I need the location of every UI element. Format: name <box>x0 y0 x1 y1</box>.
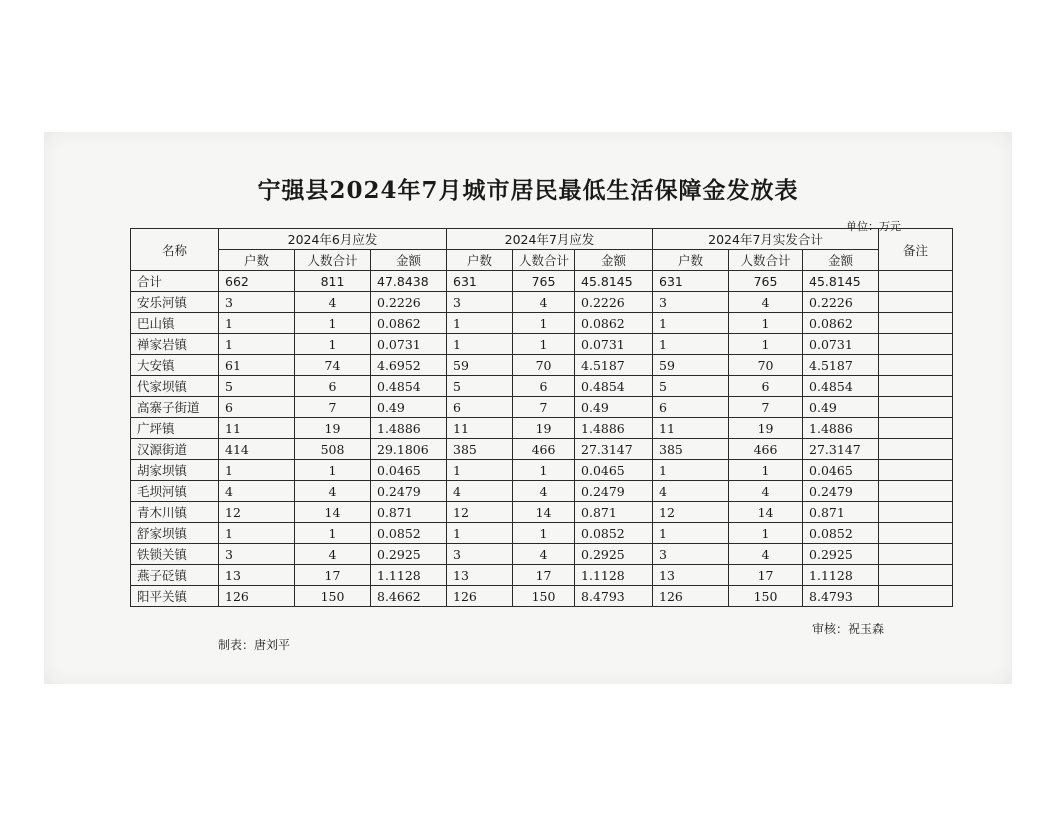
row-name-cell: 安乐河镇 <box>131 292 219 313</box>
value-cell: 4.5187 <box>575 355 653 376</box>
row-name-cell: 阳平关镇 <box>131 586 219 607</box>
value-cell: 0.4854 <box>803 376 879 397</box>
value-cell: 0.2925 <box>575 544 653 565</box>
row-name-cell: 大安镇 <box>131 355 219 376</box>
value-cell: 0.871 <box>371 502 447 523</box>
value-cell: 0.2226 <box>803 292 879 313</box>
remark-cell <box>879 565 953 586</box>
value-cell: 8.4793 <box>575 586 653 607</box>
value-cell: 13 <box>447 565 513 586</box>
row-name-cell: 铁锁关镇 <box>131 544 219 565</box>
value-cell: 4 <box>729 481 803 502</box>
value-cell: 150 <box>295 586 371 607</box>
value-cell: 1 <box>513 523 575 544</box>
table-row <box>131 523 953 544</box>
value-cell: 8.4793 <box>803 586 879 607</box>
table-row <box>131 439 953 460</box>
value-cell: 0.0465 <box>575 460 653 481</box>
remark-cell <box>879 481 953 502</box>
value-cell: 3 <box>653 292 729 313</box>
value-cell: 3 <box>219 292 295 313</box>
value-cell: 45.8145 <box>575 271 653 292</box>
value-cell: 1 <box>295 313 371 334</box>
row-name-cell: 禅家岩镇 <box>131 334 219 355</box>
value-cell: 6 <box>513 376 575 397</box>
value-cell: 1 <box>219 334 295 355</box>
value-cell: 1 <box>513 334 575 355</box>
value-cell: 17 <box>729 565 803 586</box>
value-cell: 4 <box>729 544 803 565</box>
value-cell: 6 <box>653 397 729 418</box>
remark-cell <box>879 586 953 607</box>
header-households: 户数 <box>219 250 295 271</box>
value-cell: 1 <box>653 523 729 544</box>
value-cell: 0.0862 <box>371 313 447 334</box>
value-cell: 0.0852 <box>575 523 653 544</box>
table-row <box>131 292 953 313</box>
value-cell: 14 <box>729 502 803 523</box>
table-body <box>131 271 953 607</box>
value-cell: 1 <box>219 313 295 334</box>
value-cell: 0.2925 <box>803 544 879 565</box>
remark-cell <box>879 313 953 334</box>
value-cell: 0.4854 <box>575 376 653 397</box>
value-cell: 466 <box>729 439 803 460</box>
value-cell: 61 <box>219 355 295 376</box>
value-cell: 59 <box>653 355 729 376</box>
table-row <box>131 586 953 607</box>
value-cell: 27.3147 <box>575 439 653 460</box>
value-cell: 29.1806 <box>371 439 447 460</box>
value-cell: 8.4662 <box>371 586 447 607</box>
subsidy-table <box>130 228 953 607</box>
table-row <box>131 544 953 565</box>
remark-cell <box>879 271 953 292</box>
value-cell: 126 <box>219 586 295 607</box>
value-cell: 4 <box>513 481 575 502</box>
value-cell: 1 <box>653 334 729 355</box>
value-cell: 3 <box>653 544 729 565</box>
value-cell: 0.871 <box>803 502 879 523</box>
header-remark: 备注 <box>879 229 953 271</box>
table-row <box>131 334 953 355</box>
unit-label: 单位：万元 <box>846 220 901 233</box>
value-cell: 0.0852 <box>803 523 879 544</box>
header-amount: 金额 <box>575 250 653 271</box>
value-cell: 0.2479 <box>803 481 879 502</box>
value-cell: 1 <box>729 334 803 355</box>
remark-cell <box>879 460 953 481</box>
value-cell: 0.0862 <box>575 313 653 334</box>
row-name-cell: 舒家坝镇 <box>131 523 219 544</box>
value-cell: 6 <box>729 376 803 397</box>
value-cell: 17 <box>295 565 371 586</box>
value-cell: 150 <box>729 586 803 607</box>
value-cell: 0.2479 <box>371 481 447 502</box>
value-cell: 19 <box>729 418 803 439</box>
header-amount: 金额 <box>803 250 879 271</box>
table-row <box>131 565 953 586</box>
remark-cell <box>879 544 953 565</box>
row-name-cell: 毛坝河镇 <box>131 481 219 502</box>
value-cell: 1 <box>295 460 371 481</box>
value-cell: 4 <box>729 292 803 313</box>
value-cell: 4 <box>295 544 371 565</box>
remark-cell <box>879 334 953 355</box>
value-cell: 0.2479 <box>575 481 653 502</box>
remark-cell <box>879 397 953 418</box>
value-cell: 1 <box>219 523 295 544</box>
value-cell: 17 <box>513 565 575 586</box>
value-cell: 1 <box>447 523 513 544</box>
document-title: 宁强县2024年7月城市居民最低生活保障金发放表 <box>257 177 799 204</box>
row-name-cell: 广坪镇 <box>131 418 219 439</box>
value-cell: 1 <box>513 460 575 481</box>
table-row-total <box>131 271 953 292</box>
value-cell: 4 <box>513 544 575 565</box>
value-cell: 0.2226 <box>371 292 447 313</box>
value-cell: 11 <box>447 418 513 439</box>
value-cell: 1.1128 <box>371 565 447 586</box>
value-cell: 385 <box>653 439 729 460</box>
table-row <box>131 397 953 418</box>
value-cell: 1.1128 <box>575 565 653 586</box>
value-cell: 0.0731 <box>371 334 447 355</box>
row-name-cell: 燕子砭镇 <box>131 565 219 586</box>
header-households: 户数 <box>447 250 513 271</box>
value-cell: 1.4886 <box>803 418 879 439</box>
value-cell: 0.0731 <box>803 334 879 355</box>
value-cell: 1 <box>447 313 513 334</box>
value-cell: 1.4886 <box>371 418 447 439</box>
value-cell: 1 <box>295 334 371 355</box>
value-cell: 4 <box>653 481 729 502</box>
value-cell: 5 <box>653 376 729 397</box>
value-cell: 1 <box>447 334 513 355</box>
value-cell: 0.49 <box>803 397 879 418</box>
value-cell: 6 <box>447 397 513 418</box>
value-cell: 150 <box>513 586 575 607</box>
header-group-july-paid: 2024年7月实发合计 <box>653 229 879 250</box>
header-group-july-due: 2024年7月应发 <box>447 229 653 250</box>
value-cell: 1 <box>295 523 371 544</box>
value-cell: 7 <box>513 397 575 418</box>
header-group-june-due: 2024年6月应发 <box>219 229 447 250</box>
value-cell: 0.49 <box>371 397 447 418</box>
remark-cell <box>879 502 953 523</box>
value-cell: 7 <box>729 397 803 418</box>
value-cell: 4 <box>295 481 371 502</box>
value-cell: 70 <box>513 355 575 376</box>
remark-cell <box>879 355 953 376</box>
header-persons: 人数合计 <box>295 250 371 271</box>
value-cell: 126 <box>653 586 729 607</box>
value-cell: 0.4854 <box>371 376 447 397</box>
row-name-cell: 代家坝镇 <box>131 376 219 397</box>
table-row <box>131 418 953 439</box>
value-cell: 0.0852 <box>371 523 447 544</box>
value-cell: 5 <box>219 376 295 397</box>
value-cell: 6 <box>219 397 295 418</box>
value-cell: 1 <box>219 460 295 481</box>
value-cell: 13 <box>653 565 729 586</box>
value-cell: 0.2226 <box>575 292 653 313</box>
table-row <box>131 355 953 376</box>
value-cell: 662 <box>219 271 295 292</box>
value-cell: 631 <box>653 271 729 292</box>
value-cell: 7 <box>295 397 371 418</box>
header-name: 名称 <box>131 229 219 271</box>
value-cell: 0.2925 <box>371 544 447 565</box>
value-cell: 19 <box>295 418 371 439</box>
value-cell: 0.49 <box>575 397 653 418</box>
value-cell: 414 <box>219 439 295 460</box>
value-cell: 631 <box>447 271 513 292</box>
table-row <box>131 313 953 334</box>
value-cell: 1.4886 <box>575 418 653 439</box>
header-persons: 人数合计 <box>729 250 803 271</box>
table-row <box>131 460 953 481</box>
row-name-cell: 高寨子街道 <box>131 397 219 418</box>
value-cell: 1 <box>729 313 803 334</box>
row-name-cell: 汉源街道 <box>131 439 219 460</box>
value-cell: 70 <box>729 355 803 376</box>
table-row <box>131 376 953 397</box>
value-cell: 0.0465 <box>371 460 447 481</box>
value-cell: 4.5187 <box>803 355 879 376</box>
value-cell: 1 <box>513 313 575 334</box>
value-cell: 0.0862 <box>803 313 879 334</box>
value-cell: 59 <box>447 355 513 376</box>
value-cell: 3 <box>219 544 295 565</box>
value-cell: 27.3147 <box>803 439 879 460</box>
value-cell: 4.6952 <box>371 355 447 376</box>
value-cell: 1 <box>447 460 513 481</box>
value-cell: 1 <box>653 313 729 334</box>
table-row <box>131 502 953 523</box>
value-cell: 3 <box>447 292 513 313</box>
value-cell: 11 <box>219 418 295 439</box>
row-name-cell: 青木川镇 <box>131 502 219 523</box>
remark-cell <box>879 376 953 397</box>
value-cell: 14 <box>513 502 575 523</box>
value-cell: 4 <box>513 292 575 313</box>
remark-cell <box>879 418 953 439</box>
value-cell: 1 <box>653 460 729 481</box>
value-cell: 0.0731 <box>575 334 653 355</box>
value-cell: 1 <box>729 523 803 544</box>
value-cell: 47.8438 <box>371 271 447 292</box>
value-cell: 12 <box>653 502 729 523</box>
value-cell: 5 <box>447 376 513 397</box>
header-persons: 人数合计 <box>513 250 575 271</box>
value-cell: 1 <box>729 460 803 481</box>
value-cell: 12 <box>447 502 513 523</box>
value-cell: 765 <box>513 271 575 292</box>
value-cell: 3 <box>447 544 513 565</box>
value-cell: 0.871 <box>575 502 653 523</box>
value-cell: 126 <box>447 586 513 607</box>
row-name-cell: 胡家坝镇 <box>131 460 219 481</box>
value-cell: 19 <box>513 418 575 439</box>
table-header <box>131 229 953 271</box>
value-cell: 11 <box>653 418 729 439</box>
value-cell: 1.1128 <box>803 565 879 586</box>
remark-cell <box>879 439 953 460</box>
value-cell: 4 <box>295 292 371 313</box>
value-cell: 14 <box>295 502 371 523</box>
value-cell: 765 <box>729 271 803 292</box>
value-cell: 45.8145 <box>803 271 879 292</box>
value-cell: 466 <box>513 439 575 460</box>
value-cell: 508 <box>295 439 371 460</box>
row-name-cell: 合计 <box>131 271 219 292</box>
value-cell: 4 <box>447 481 513 502</box>
table-row <box>131 481 953 502</box>
header-amount: 金额 <box>371 250 447 271</box>
header-households: 户数 <box>653 250 729 271</box>
table-reviewer: 审核：祝玉森 <box>812 622 885 636</box>
value-cell: 6 <box>295 376 371 397</box>
remark-cell <box>879 292 953 313</box>
table-maker: 制表：唐刘平 <box>218 638 291 652</box>
value-cell: 811 <box>295 271 371 292</box>
row-name-cell: 巴山镇 <box>131 313 219 334</box>
value-cell: 385 <box>447 439 513 460</box>
value-cell: 4 <box>219 481 295 502</box>
value-cell: 12 <box>219 502 295 523</box>
remark-cell <box>879 523 953 544</box>
value-cell: 74 <box>295 355 371 376</box>
value-cell: 0.0465 <box>803 460 879 481</box>
value-cell: 13 <box>219 565 295 586</box>
